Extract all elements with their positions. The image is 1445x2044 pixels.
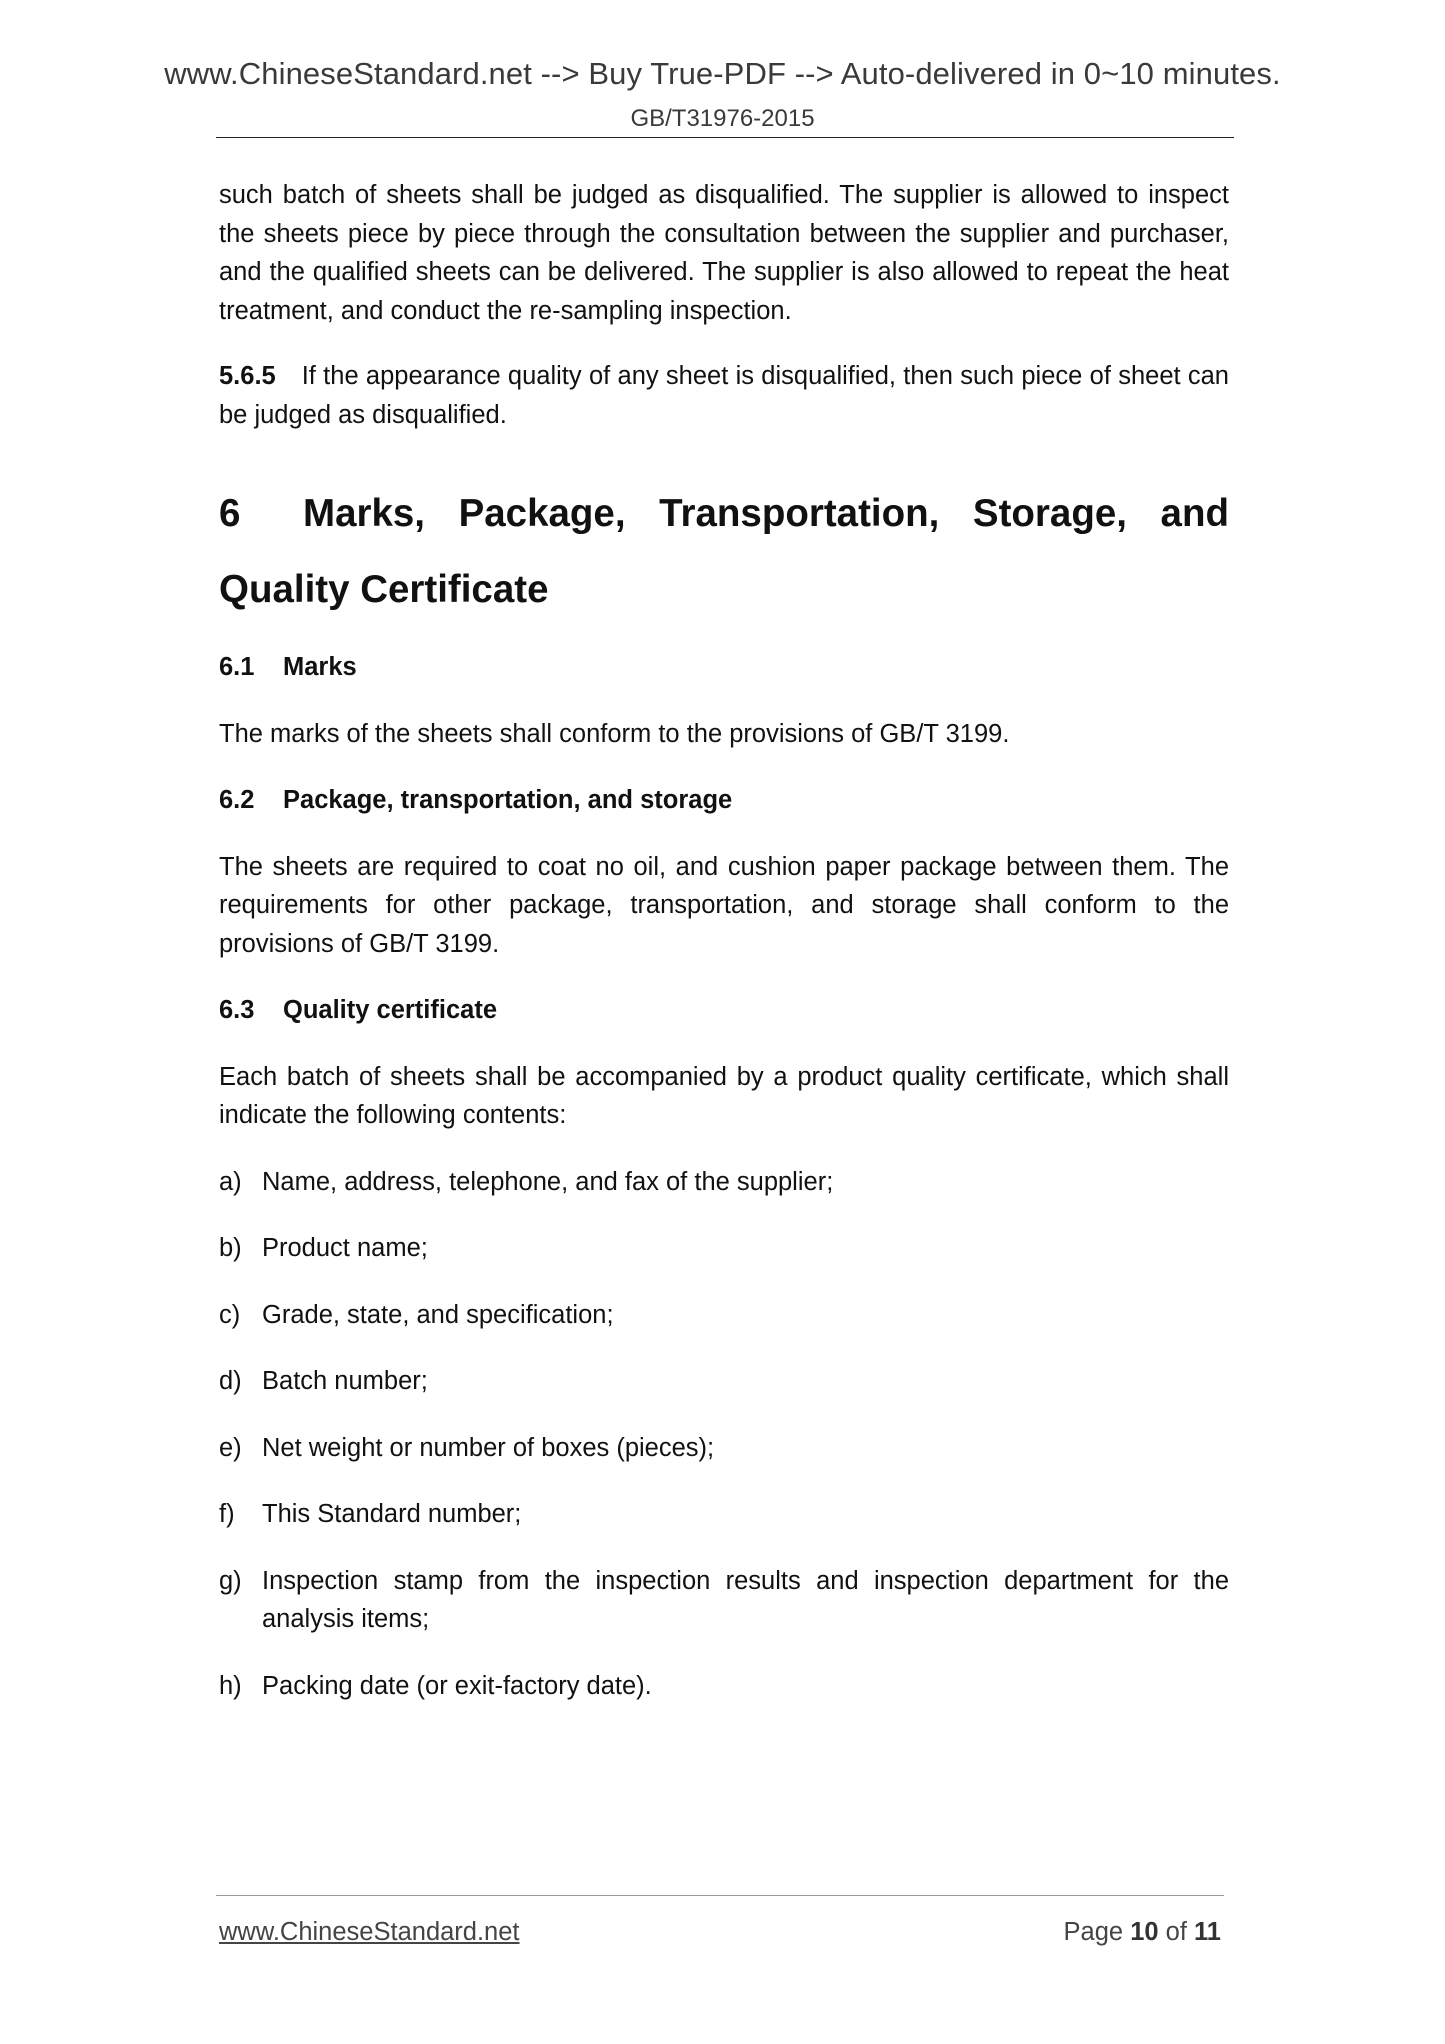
list-item [219,1562,1229,1639]
clause-text: If the appearance quality of any sheet is disqualified, then such piece of sheet can be judged as disqualified. [219,362,1229,429]
list-marker: b) [219,1234,242,1262]
list-item-text: Name, address, telephone, and fax of the supplier; [262,1167,834,1196]
list-item-text: Grade, state, and specification; [262,1300,614,1329]
list-item [219,1667,1229,1706]
clause-number: 6.1 [219,653,255,681]
list-marker: g) [219,1566,242,1595]
header-divider [216,137,1234,138]
clause-number: 5.6.5 [219,362,276,390]
page-total: 11 [1194,1918,1221,1946]
list-item [219,1429,1229,1468]
list-item [219,1163,1229,1202]
section-title: Marks, Package, Transportation, Storage, and Quality Certificate [219,492,1229,611]
list-marker: h) [219,1671,242,1700]
site-banner: www.ChineseStandard.net --> Buy True-PDF --> Auto-delivered in 0~10 minutes. [164,56,1281,91]
clause-6-2-heading [219,781,1229,820]
page-prefix: Page [1063,1918,1124,1946]
footer-divider [216,1895,1224,1896]
clause-6-1-text: The marks of the sheets shall conform to the provisions of GB/T 3199. [219,719,1010,748]
continuation-paragraph: such batch of sheets shall be judged as disqualified. The supplier is allowed to inspect the sheets piece by piece through the consultation between the supplier and purchaser, and the qualified sheets can be delivered. The supplier is also allowed to repeat the heat treatment, and conduct the re-sampling inspection. [219,181,1229,325]
clause-title: Marks [283,653,357,681]
list-item [219,1229,1229,1268]
list-marker: a) [219,1167,242,1196]
clause-6-1-heading [219,648,1229,687]
clause-number: 6.3 [219,996,255,1024]
list-item-text: Inspection stamp from the inspection results and inspection department for the analysis items; [262,1566,1229,1633]
clause-number: 6.2 [219,786,255,814]
list-item [219,1362,1229,1401]
list-item-text: This Standard number; [262,1500,522,1528]
list-item-text: Packing date (or exit-factory date). [262,1671,652,1700]
list-item-text: Net weight or number of boxes (pieces); [262,1433,715,1462]
list-item [219,1296,1229,1335]
document-body [219,176,1229,1733]
list-item-text: Batch number; [262,1367,428,1395]
list-marker: d) [219,1367,242,1395]
list-item-text: Product name; [262,1234,428,1262]
standard-code: GB/T31976-2015 [630,105,815,132]
footer-site-link[interactable]: www.ChineseStandard.net [219,1918,520,1946]
list-marker: f) [219,1500,235,1528]
section-6-heading [219,476,1229,628]
list-marker: c) [219,1300,241,1329]
clause-6-3-heading [219,991,1229,1030]
clause-5-6-5 [219,357,1229,434]
list-marker: e) [219,1433,242,1462]
page-current: 10 [1130,1918,1159,1946]
section-number: 6 [219,492,241,535]
clause-title: Package, transportation, and storage [283,786,733,814]
clause-6-3-text: Each batch of sheets shall be accompanied by a product quality certificate, which shall indicate the following contents: [219,1062,1229,1129]
certificate-contents-list [219,1163,1229,1706]
list-item [219,1495,1229,1534]
clause-title: Quality certificate [283,996,497,1024]
clause-6-2-text: The sheets are required to coat no oil, and cushion paper package between them. The requirements for other package, transportation, and storage shall conform to the provisions of GB/T 3199. [219,852,1229,958]
page-indicator [1064,1918,1221,1947]
page-of: of [1165,1918,1187,1946]
